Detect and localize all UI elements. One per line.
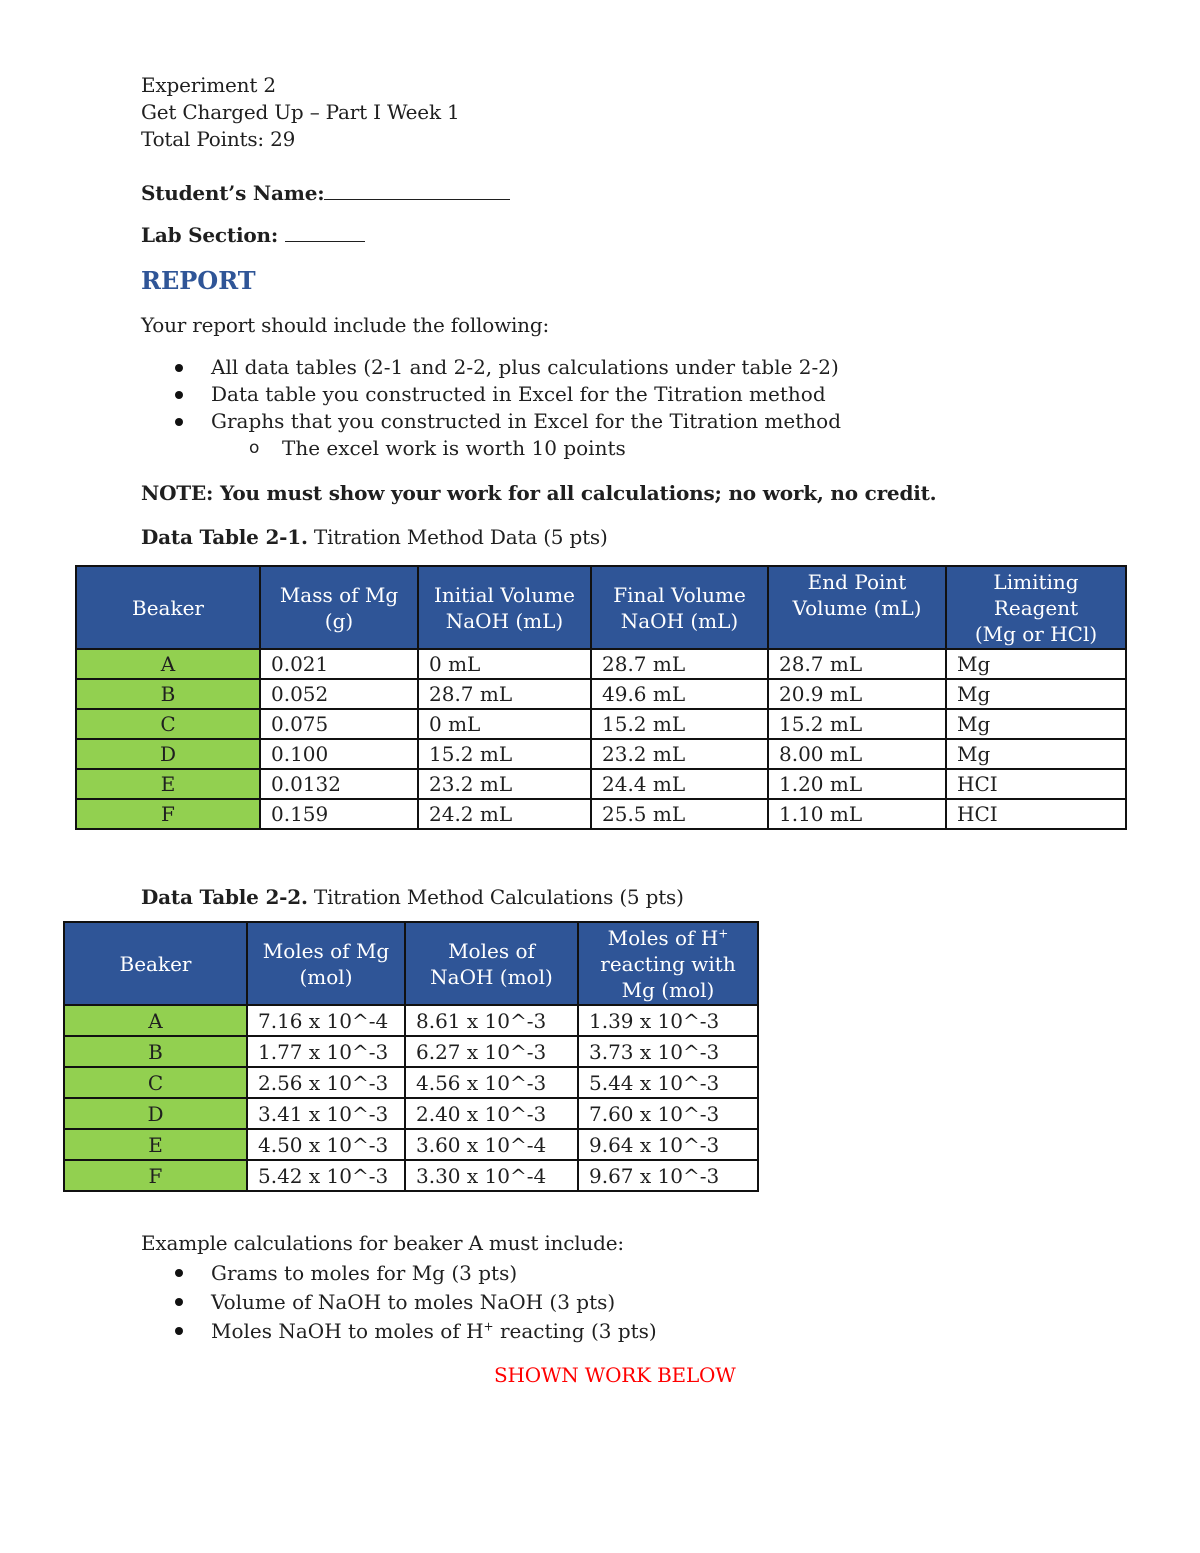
moles-naoh-cell: 3.60 x 10^-4 (405, 1129, 578, 1160)
table-row (76, 709, 1126, 739)
initial-volume-cell: 28.7 mL (418, 679, 591, 709)
bullet-icon (175, 1269, 183, 1277)
header-beaker: Beaker (64, 922, 247, 1005)
report-list (141, 354, 841, 462)
header-limiting-reagent: Limiting Reagent (Mg or HCl) (946, 566, 1126, 649)
moles-h-cell: 9.67 x 10^-3 (578, 1160, 758, 1191)
beaker-cell: F (76, 799, 260, 829)
moles-naoh-cell: 8.61 x 10^-3 (405, 1005, 578, 1036)
beaker-cell: D (76, 739, 260, 769)
header-moles-mg: Moles of Mg (mol) (247, 922, 405, 1005)
shown-work-label: SHOWN WORK BELOW (494, 1363, 736, 1387)
table-row (64, 1098, 758, 1129)
limiting-reagent-cell: Mg (946, 709, 1126, 739)
moles-h-cell: 1.39 x 10^-3 (578, 1005, 758, 1036)
limiting-reagent-cell: Mg (946, 679, 1126, 709)
moles-naoh-cell: 4.56 x 10^-3 (405, 1067, 578, 1098)
moles-naoh-cell: 2.40 x 10^-3 (405, 1098, 578, 1129)
data-table-2-2 (63, 921, 759, 1192)
initial-volume-cell: 0 mL (418, 649, 591, 679)
beaker-cell: F (64, 1160, 247, 1191)
limiting-reagent-cell: HCI (946, 799, 1126, 829)
final-volume-cell: 23.2 mL (591, 739, 768, 769)
report-heading: REPORT (141, 266, 256, 295)
moles-mg-cell: 4.50 x 10^-3 (247, 1129, 405, 1160)
beaker-cell: E (64, 1129, 247, 1160)
total-points: Total Points: 29 (141, 127, 296, 151)
header-moles-naoh: Moles of NaOH (mol) (405, 922, 578, 1005)
data-table-2-1 (75, 565, 1127, 830)
lab-section-line (141, 223, 365, 247)
table-row (76, 739, 1126, 769)
student-name-label: Student’s Name: (141, 181, 325, 205)
list-item: All data tables (2-1 and 2-2, plus calculations under table 2-2) (141, 354, 841, 381)
beaker-cell: A (76, 649, 260, 679)
limiting-reagent-cell: HCI (946, 769, 1126, 799)
table-row (64, 1129, 758, 1160)
moles-h-cell: 3.73 x 10^-3 (578, 1036, 758, 1067)
moles-naoh-cell: 6.27 x 10^-3 (405, 1036, 578, 1067)
beaker-cell: D (64, 1098, 247, 1129)
header-beaker: Beaker (76, 566, 260, 649)
mass-cell: 0.021 (260, 649, 418, 679)
list-item: Volume of NaOH to moles NaOH (3 pts) (141, 1288, 657, 1317)
moles-mg-cell: 3.41 x 10^-3 (247, 1098, 405, 1129)
beaker-cell: E (76, 769, 260, 799)
table-row (64, 1067, 758, 1098)
mass-cell: 0.159 (260, 799, 418, 829)
table-header-row (64, 922, 758, 1005)
example-intro: Example calculations for beaker A must include: (141, 1231, 624, 1255)
initial-volume-cell: 23.2 mL (418, 769, 591, 799)
header-moles-h-plus: Moles of H+ reacting with Mg (mol) (578, 922, 758, 1005)
bullet-icon (175, 1298, 183, 1306)
table-row (76, 769, 1126, 799)
mass-cell: 0.052 (260, 679, 418, 709)
experiment-title: Experiment 2 (141, 73, 276, 97)
circle-bullet-icon: o (249, 438, 260, 458)
beaker-cell: A (64, 1005, 247, 1036)
student-name-line (141, 181, 510, 205)
initial-volume-cell: 24.2 mL (418, 799, 591, 829)
beaker-cell: B (64, 1036, 247, 1067)
final-volume-cell: 25.5 mL (591, 799, 768, 829)
bullet-icon (175, 364, 183, 372)
list-item: Grams to moles for Mg (3 pts) (141, 1259, 657, 1288)
moles-h-cell: 7.60 x 10^-3 (578, 1098, 758, 1129)
experiment-subtitle: Get Charged Up – Part I Week 1 (141, 100, 460, 124)
mass-cell: 0.075 (260, 709, 418, 739)
moles-mg-cell: 1.77 x 10^-3 (247, 1036, 405, 1067)
limiting-reagent-cell: Mg (946, 739, 1126, 769)
end-point-cell: 1.10 mL (768, 799, 946, 829)
moles-h-cell: 5.44 x 10^-3 (578, 1067, 758, 1098)
student-name-blank[interactable] (324, 181, 510, 200)
table-row (64, 1005, 758, 1036)
end-point-cell: 1.20 mL (768, 769, 946, 799)
header-initial-volume: Initial Volume NaOH (mL) (418, 566, 591, 649)
moles-mg-cell: 2.56 x 10^-3 (247, 1067, 405, 1098)
final-volume-cell: 49.6 mL (591, 679, 768, 709)
final-volume-cell: 15.2 mL (591, 709, 768, 739)
final-volume-cell: 24.4 mL (591, 769, 768, 799)
beaker-cell: C (76, 709, 260, 739)
table-row (76, 649, 1126, 679)
table-row (76, 799, 1126, 829)
table-row (76, 679, 1126, 709)
initial-volume-cell: 15.2 mL (418, 739, 591, 769)
beaker-cell: B (76, 679, 260, 709)
note: NOTE: You must show your work for all calculations; no work, no credit. (141, 481, 937, 505)
moles-mg-cell: 5.42 x 10^-3 (247, 1160, 405, 1191)
mass-cell: 0.0132 (260, 769, 418, 799)
end-point-cell: 20.9 mL (768, 679, 946, 709)
list-item: Data table you constructed in Excel for the Titration method (141, 381, 841, 408)
table1-caption: Data Table 2-1. Titration Method Data (5 pts) (141, 525, 608, 549)
header-final-volume: Final Volume NaOH (mL) (591, 566, 768, 649)
lab-section-label: Lab Section: (141, 223, 279, 247)
example-list (141, 1259, 657, 1346)
list-item: Graphs that you constructed in Excel for the Titration method (141, 408, 841, 435)
initial-volume-cell: 0 mL (418, 709, 591, 739)
header-mass-mg: Mass of Mg (g) (260, 566, 418, 649)
table-header-row (76, 566, 1126, 649)
moles-naoh-cell: 3.30 x 10^-4 (405, 1160, 578, 1191)
header-end-point: End Point Volume (mL) (768, 566, 946, 649)
table-row (64, 1160, 758, 1191)
table-row (64, 1036, 758, 1067)
bullet-icon (175, 418, 183, 426)
limiting-reagent-cell: Mg (946, 649, 1126, 679)
list-item: Moles NaOH to moles of H+ reacting (3 pts) (141, 1317, 657, 1346)
report-intro: Your report should include the following: (141, 313, 550, 337)
bullet-icon (175, 391, 183, 399)
table2-caption: Data Table 2-2. Titration Method Calculations (5 pts) (141, 885, 684, 909)
moles-mg-cell: 7.16 x 10^-4 (247, 1005, 405, 1036)
moles-h-cell: 9.64 x 10^-3 (578, 1129, 758, 1160)
list-item: o The excel work is worth 10 points (249, 436, 626, 460)
end-point-cell: 15.2 mL (768, 709, 946, 739)
beaker-cell: C (64, 1067, 247, 1098)
end-point-cell: 28.7 mL (768, 649, 946, 679)
lab-section-blank[interactable] (285, 223, 365, 242)
end-point-cell: 8.00 mL (768, 739, 946, 769)
final-volume-cell: 28.7 mL (591, 649, 768, 679)
bullet-icon (175, 1327, 183, 1335)
mass-cell: 0.100 (260, 739, 418, 769)
